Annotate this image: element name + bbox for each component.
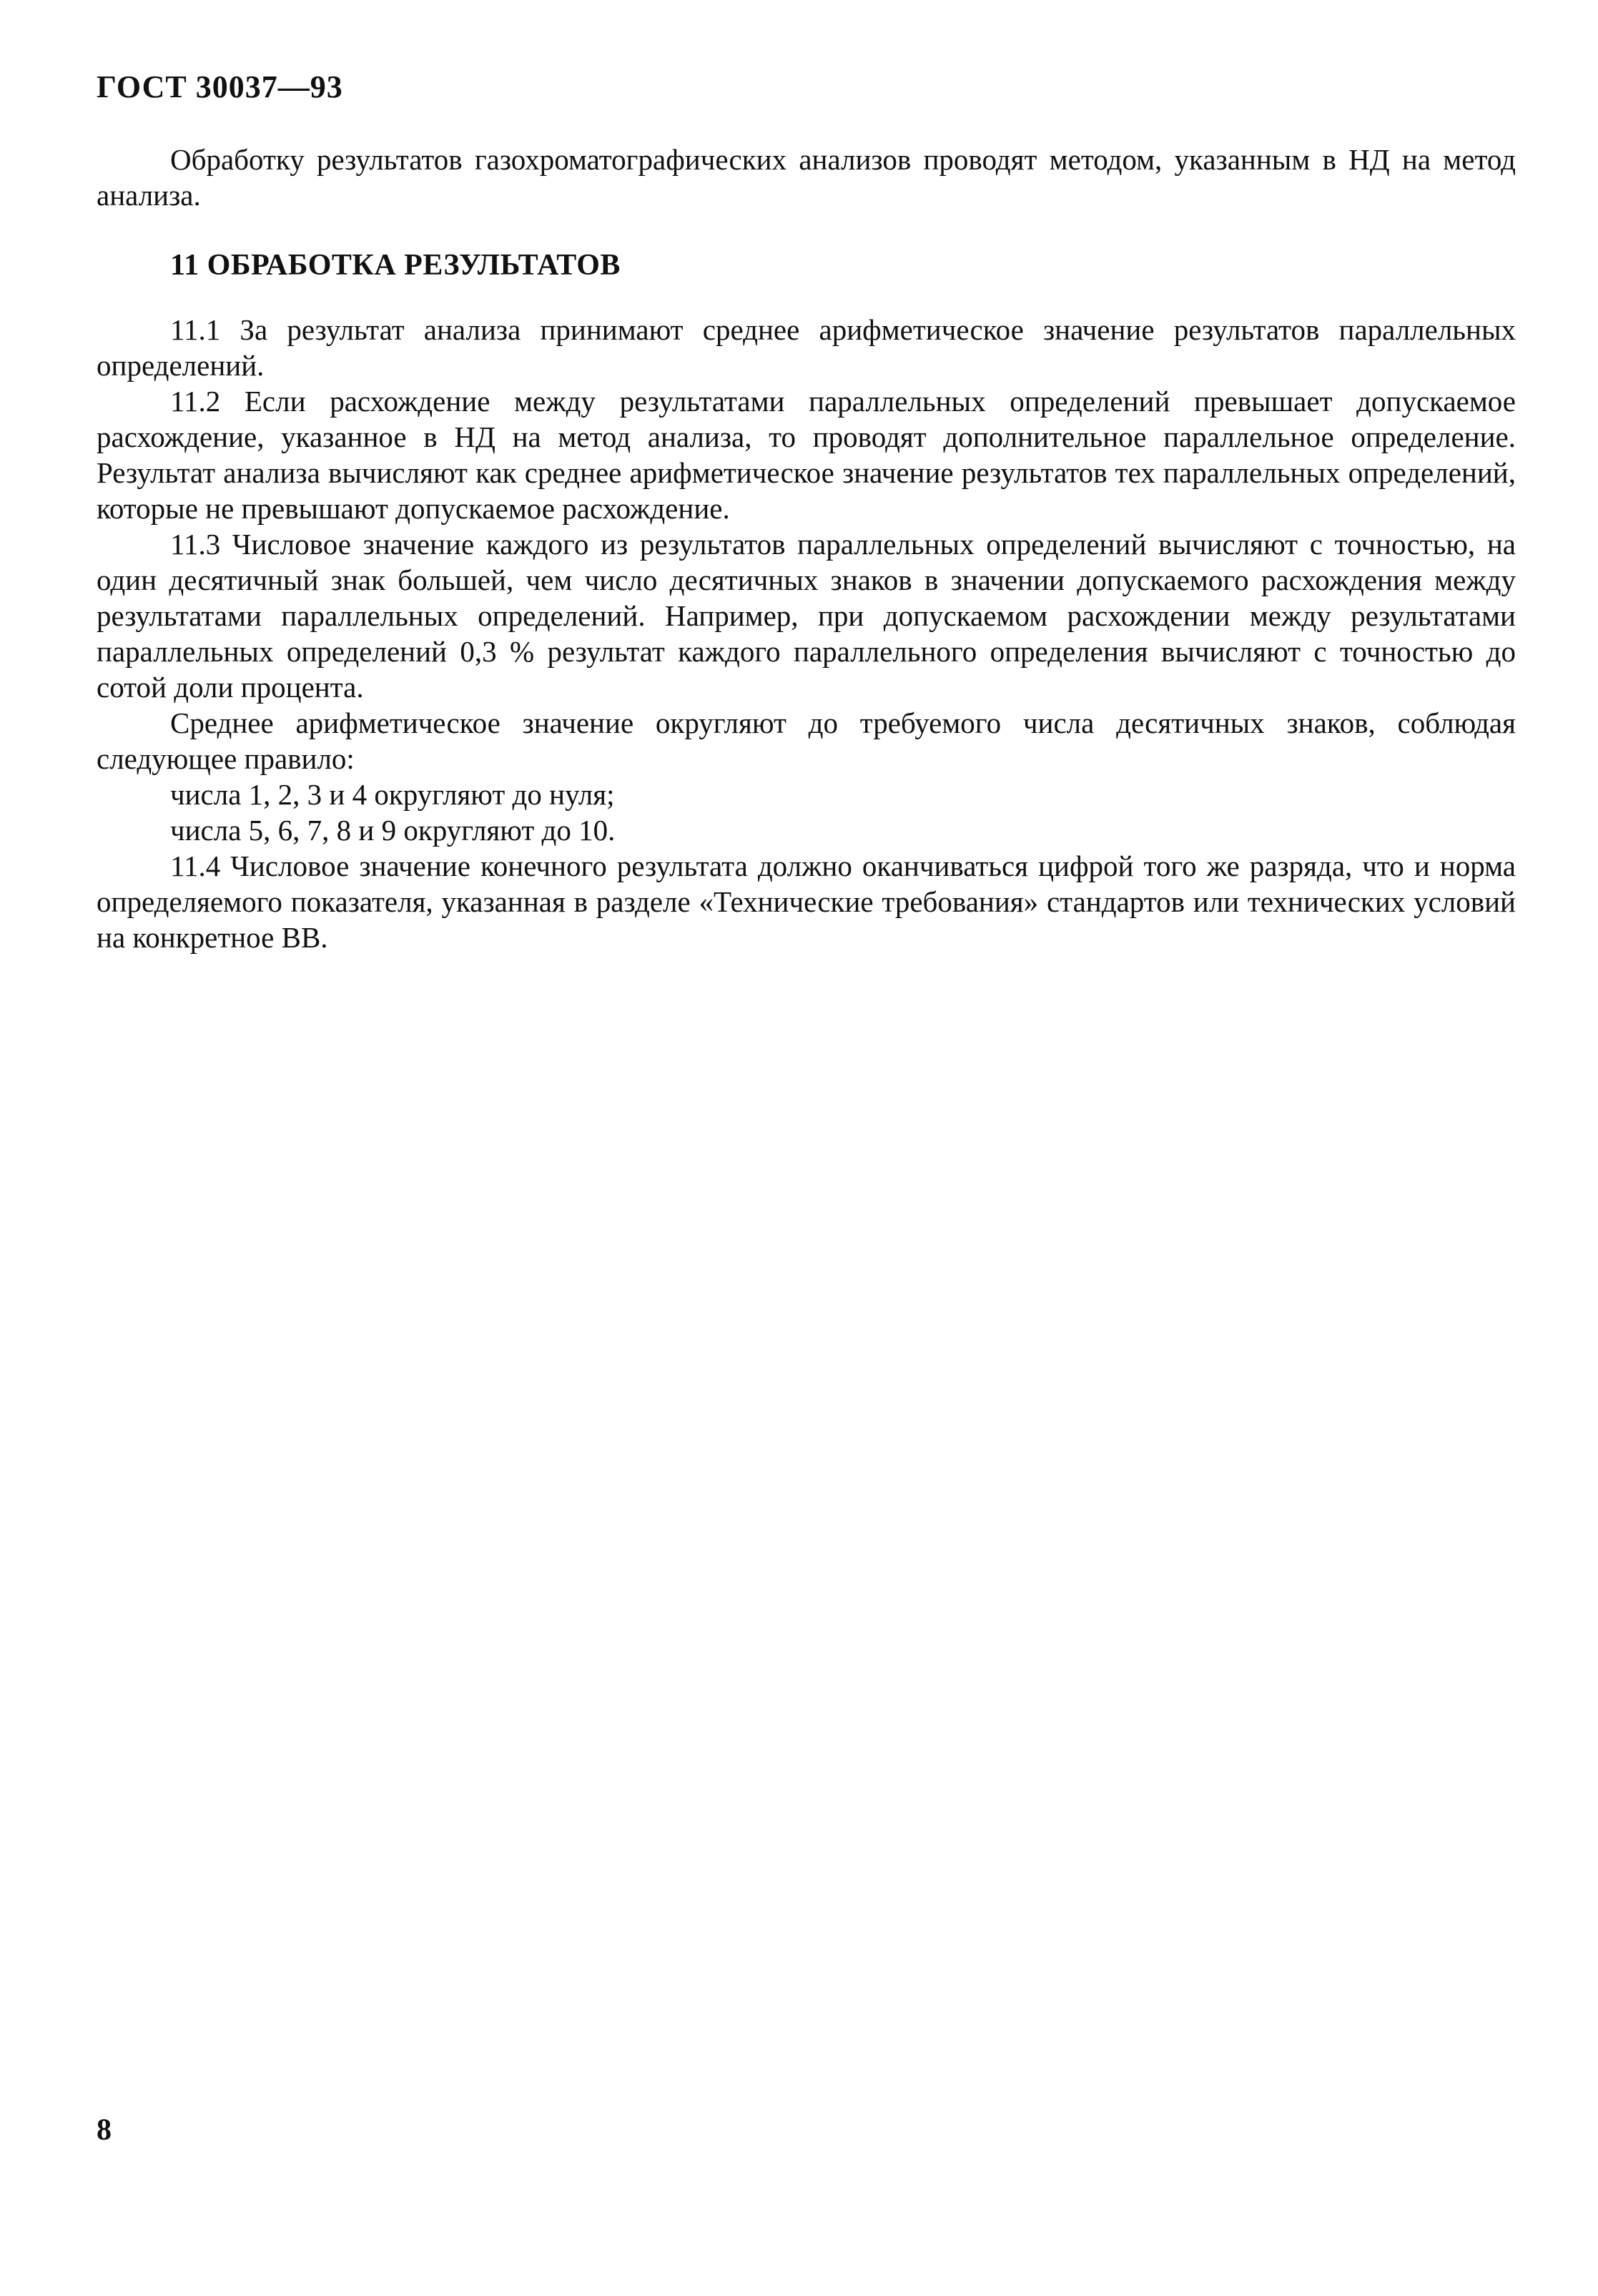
paragraph-11-3: 11.3 Числовое значение каждого из результатов параллельных определений вычисляют с точностью, на один десятичный знак большей, чем число десятичных знаков в значении допускаемого расхождения между результатами параллельных определений. Например, при допускаемом расхождении между результатами параллельных определений 0,3 % результат каждого параллельного определения вычисляют с точностью до сотой доли процента. <box>97 528 1516 704</box>
paragraph-rounding: Среднее арифметическое значение округляют до требуемого числа десятичных знаков, соблюдая следующее правило: <box>97 706 1516 775</box>
paragraph-11-2: 11.2 Если расхождение между результатами параллельных определений превышает допускаемое расхождение, указанное в НД на метод анализа, то проводят дополнительное параллельное определение. Результат анализа вычисляют как среднее арифметическое значение результатов тех параллельных определений, которые не превышают допускаемое расхождение. <box>97 385 1516 525</box>
intro-paragraph: Обработку результатов газохроматографических анализов проводят методом, указанным в НД на метод анализа. <box>97 143 1516 212</box>
paragraph-11-1: 11.1 За результат анализа принимают среднее арифметическое значение результатов параллельных определений. <box>97 313 1516 382</box>
rounding-rule-up: числа 5, 6, 7, 8 и 9 округляют до 10. <box>170 814 616 847</box>
standard-header: ГОСТ 30037—93 <box>97 69 343 104</box>
page-number: 8 <box>97 2114 112 2147</box>
paragraph-11-4: 11.4 Числовое значение конечного результата должно оканчиваться цифрой того же разряда, что и норма определяемого показателя, указанная в разделе «Технические требования» стандартов или технических условий на конкретное ВВ. <box>97 849 1516 954</box>
document-body <box>97 142 1516 955</box>
rounding-rule-down: числа 1, 2, 3 и 4 округляют до нуля; <box>170 778 615 811</box>
section-title: 11 ОБРАБОТКА РЕЗУЛЬТАТОВ <box>170 249 621 282</box>
